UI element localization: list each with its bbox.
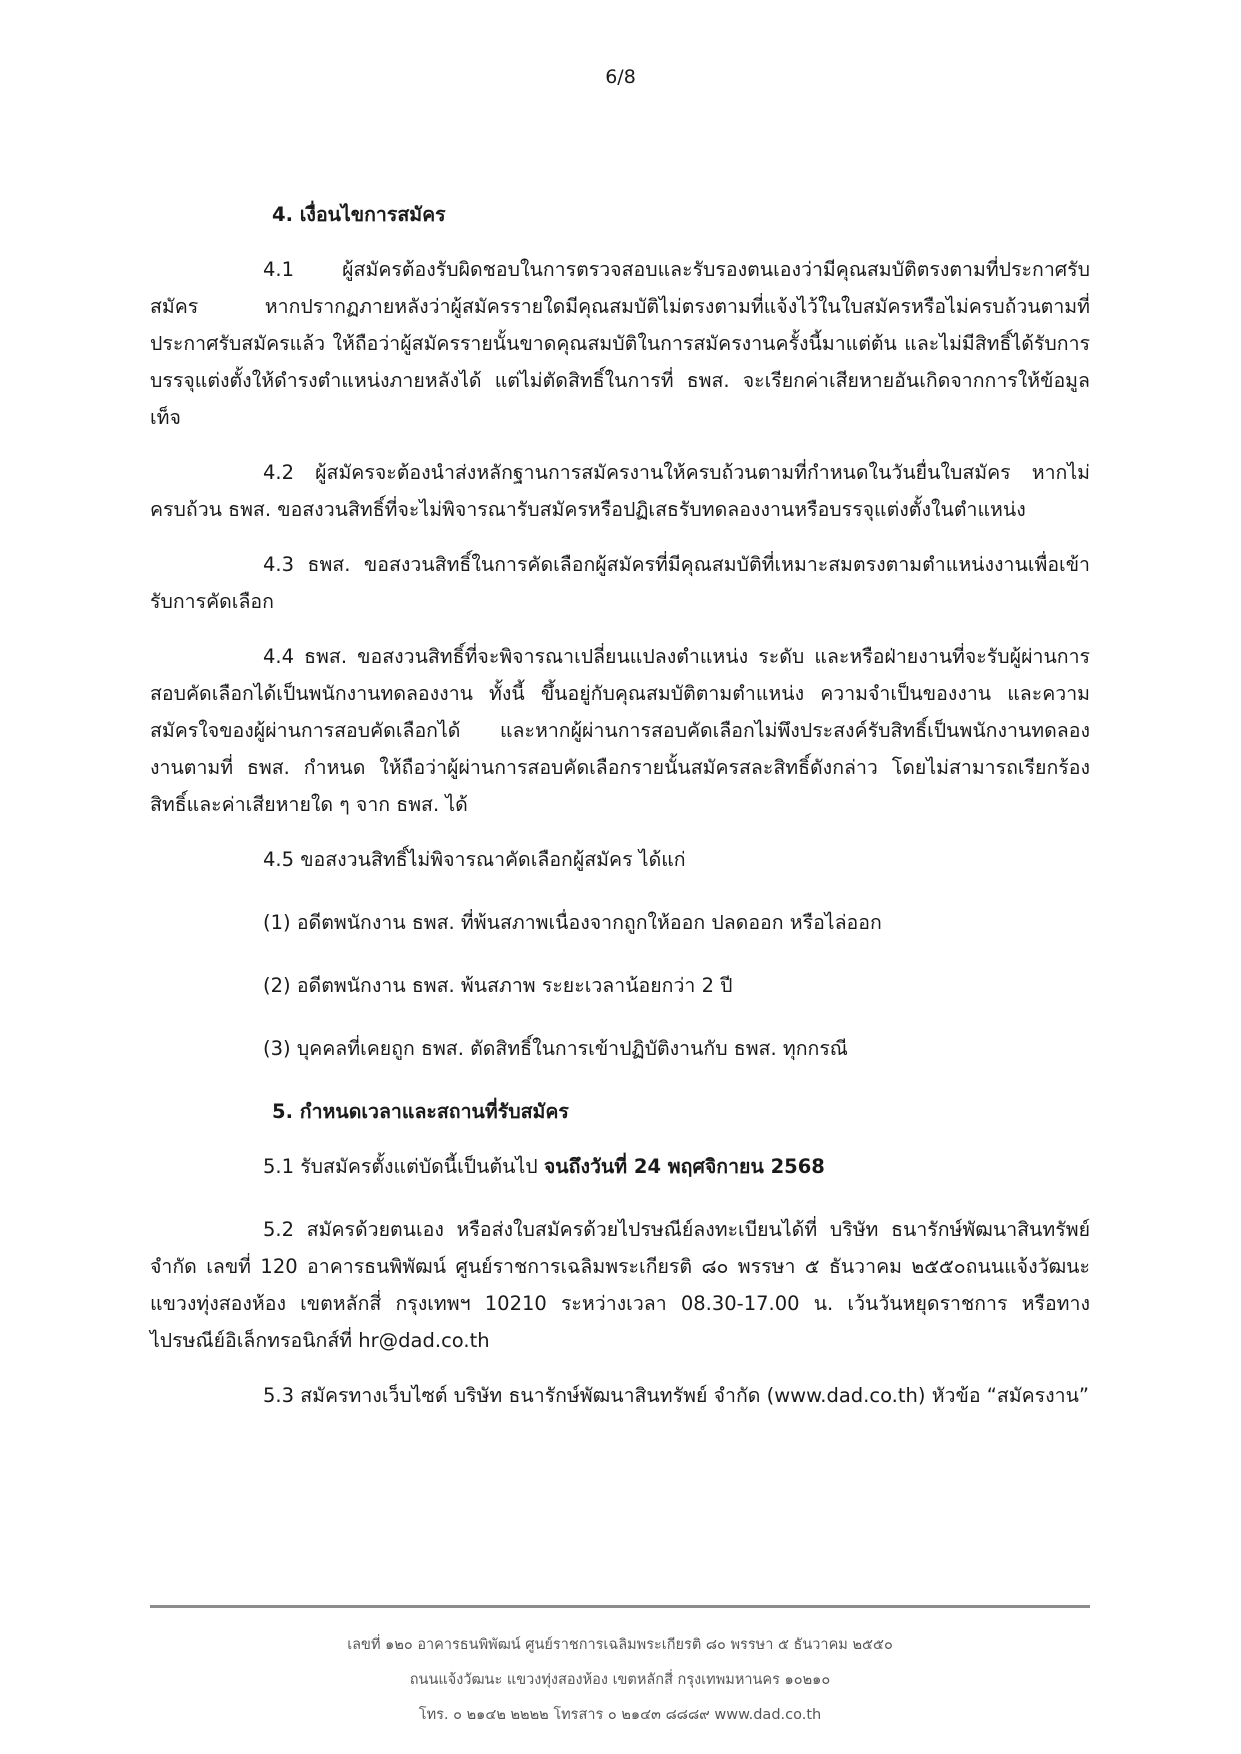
clause-4-3: 4.3 ธพส. ขอสงวนสิทธิ์ในการคัดเลือกผู้สมัครที่มีคุณสมบัติที่เหมาะสมตรงตามตำแหน่งงานเพื่อเข้ารับการคัดเลือก [150,553,1090,613]
clause-4-1: 4.1 ผู้สมัครต้องรับผิดชอบในการตรวจสอบและรับรองตนเองว่ามีคุณสมบัติตรงตามที่ประกาศรับสมัคร หากปรากฏภายหลังว่าผู้สมัครรายใดมีคุณสมบัติไม่ตรงตามที่แจ้งไว้ในใบสมัครหรือไม่ครบถ้วนตามที่ประกาศรับสมัครแล้ว ให้ถือว่าผู้สมัครรายนั้นขาดคุณสมบัติในการสมัครงานครั้งนี้มาแต่ต้น และไม่มีสิทธิ์ได้รับการบรรจุแต่งตั้งให้ดำรงตำแหน่งภายหลังได้ แต่ไม่ตัดสิทธิ์ในการที่ ธพส. จะเรียกค่าเสียหายอันเกิดจากการให้ข้อมูลเท็จ [150,258,1090,429]
clause-4-2: 4.2 ผู้สมัครจะต้องนำส่งหลักฐานการสมัครงานให้ครบถ้วนตามที่กำหนดในวันยื่นใบสมัคร หากไม่ครบถ้วน ธพส. ขอสงวนสิทธิ์ที่จะไม่พิจารณารับสมัครหรือปฏิเสธรับทดลองงานหรือบรรจุแต่งตั้งในตำแหน่ง [150,461,1090,521]
clause-4-4: 4.4 ธพส. ขอสงวนสิทธิ์ที่จะพิจารณาเปลี่ยนแปลงตำแหน่ง ระดับ และหรือฝ่ายงานที่จะรับผู้ผ่านการสอบคัดเลือกได้เป็นพนักงานทดลองงาน ทั้งนี้ ขึ้นอยู่กับคุณสมบัติตามตำแหน่ง ความจำเป็นของงาน และความสมัครใจของผู้ผ่านการสอบคัดเลือกได้ และหากผู้ผ่านการสอบคัดเลือกไม่พึงประสงค์รับสิทธิ์เป็นพนักงานทดลองงานตามที่ ธพส. กำหนด ให้ถือว่าผู้ผ่านการสอบคัดเลือกรายนั้นสมัครสละสิทธิ์ดังกล่าว โดยไม่สามารถเรียกร้องสิทธิ์และค่าเสียหายใด ๆ จาก ธพส. ได้ [150,645,1090,816]
section-5-heading: 5. กำหนดเวลาและสถานที่รับสมัคร [272,1100,569,1123]
clause-4-5: 4.5 ขอสงวนสิทธิ์ไม่พิจารณาคัดเลือกผู้สมัคร ได้แก่ [263,848,686,871]
deadline-date: จนถึงวันที่ 24 พฤศจิกายน 2568 [543,1155,825,1178]
footer [150,1628,1090,1733]
page-number: 6/8 [605,66,636,88]
exclusion-item-1: (1) อดีตพนักงาน ธพส. ที่พ้นสภาพเนื่องจากถูกให้ออก ปลดออก หรือไล่ออก [263,911,882,934]
exclusion-item-3: (3) บุคคลที่เคยถูก ธพส. ตัดสิทธิ์ในการเข้าปฏิบัติงานกับ ธพส. ทุกกรณี [263,1037,848,1060]
document-body [150,196,1090,1432]
footer-divider [150,1605,1090,1608]
footer-street-line: ถนนแจ้งวัฒนะ แขวงทุ่งสองห้อง เขตหลักสี่ กรุงเทพมหานคร ๑๐๒๑๐ [409,1672,831,1688]
exclusion-item-2: (2) อดีตพนักงาน ธพส. พ้นสภาพ ระยะเวลาน้อยกว่า 2 ปี [263,974,733,997]
clause-5-2: 5.2 สมัครด้วยตนเอง หรือส่งใบสมัครด้วยไปรษณีย์ลงทะเบียนได้ที่ บริษัท ธนารักษ์พัฒนาสินทรัพย์ จำกัด เลขที่ 120 อาคารธนพิพัฒน์ ศูนย์ราชการเฉลิมพระเกียรติ ๘๐ พรรษา ๕ ธันวาคม ๒๕๕๐ถนนแจ้งวัฒนะ แขวงทุ่งสองห้อง เขตหลักสี่ กรุงเทพฯ 10210 ระหว่างเวลา 08.30-17.00 น. เว้นวันหยุดราชการ หรือทางไปรษณีย์อิเล็กทรอนิกส์ที่ hr@dad.co.th [150,1218,1090,1352]
footer-address-line: เลขที่ ๑๒๐ อาคารธนพิพัฒน์ ศูนย์ราชการเฉลิมพระเกียรติ ๘๐ พรรษา ๕ ธันวาคม ๒๕๕๐ [347,1637,893,1653]
clause-5-1-text: 5.1 รับสมัครตั้งแต่บัดนี้เป็นต้นไป [263,1155,544,1178]
footer-contact-line: โทร. ๐ ๒๑๔๒ ๒๒๒๒ โทรสาร ๐ ๒๑๔๓ ๘๘๘๙ www.dad.co.th [418,1707,822,1723]
clause-5-1 [150,1148,1090,1185]
clause-5-3: 5.3 สมัครทางเว็บไซต์ บริษัท ธนารักษ์พัฒนาสินทรัพย์ จำกัด (www.dad.co.th) หัวข้อ “สมัครงาน” [263,1384,1090,1407]
section-4-heading: 4. เงื่อนไขการสมัคร [272,203,446,226]
